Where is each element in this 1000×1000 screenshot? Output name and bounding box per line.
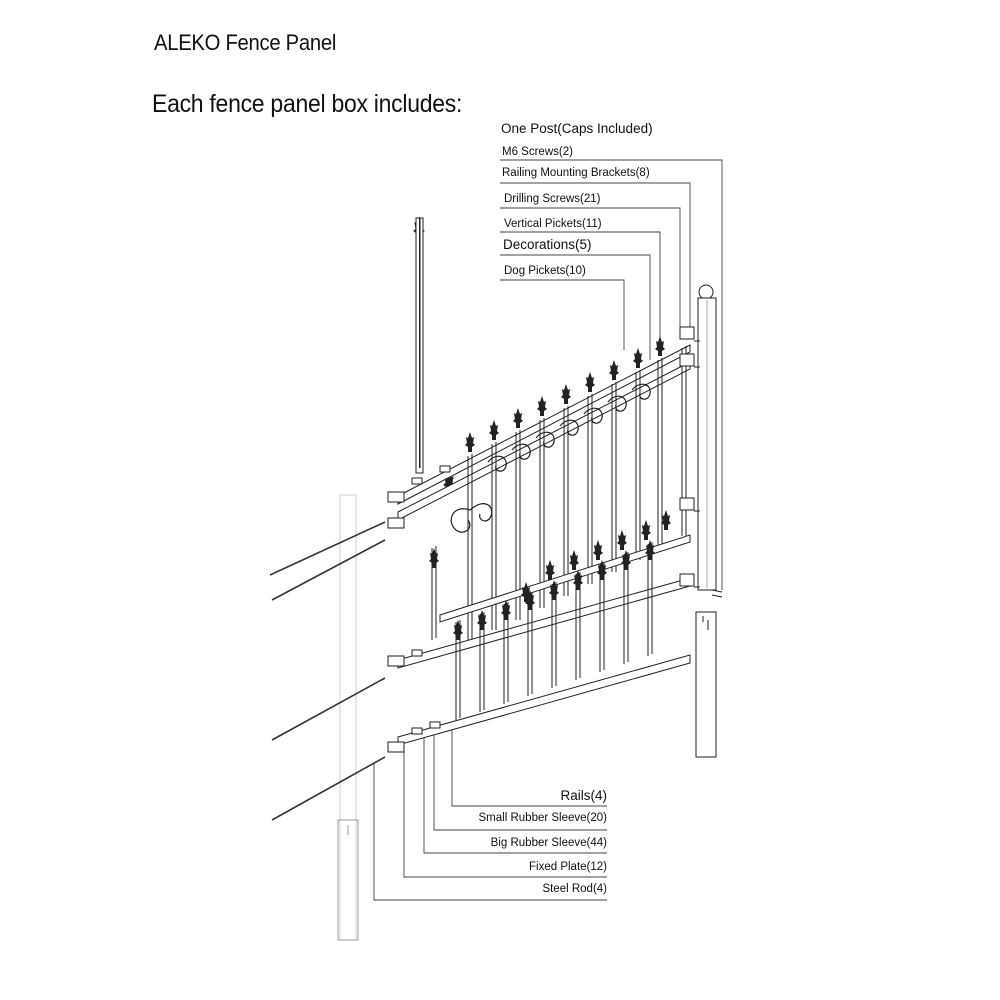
diagram-subtitle: Each fence panel box includes: <box>152 90 463 118</box>
label-one-post: One Post(Caps Included) <box>501 121 653 136</box>
callout-leaders-top <box>500 160 722 590</box>
label-steel-rod: Steel Rod(4) <box>542 883 607 895</box>
ghost-gate-post <box>338 495 358 940</box>
lower-panel <box>388 510 690 752</box>
label-big-rubber-sleeve: Big Rubber Sleeve(44) <box>490 837 607 849</box>
callout-leaders-bottom <box>374 728 607 900</box>
label-fixed-plate: Fixed Plate(12) <box>529 861 607 873</box>
label-drilling-screws: Drilling Screws(21) <box>504 193 601 205</box>
label-railing-mounting-brackets: Railing Mounting Brackets(8) <box>502 167 650 179</box>
label-dog-pickets: Dog Pickets(10) <box>504 265 586 277</box>
label-rails: Rails(4) <box>560 788 607 803</box>
label-m6-screws: M6 Screws(2) <box>502 146 573 158</box>
steel-rods <box>270 522 385 820</box>
label-decorations: Decorations(5) <box>503 237 592 252</box>
right-post <box>696 285 716 757</box>
label-vertical-pickets: Vertical Pickets(11) <box>504 218 602 230</box>
detached-picket <box>414 218 454 492</box>
diagram-title: ALEKO Fence Panel <box>154 30 337 55</box>
label-small-rubber-sleeve: Small Rubber Sleeve(20) <box>478 812 607 824</box>
